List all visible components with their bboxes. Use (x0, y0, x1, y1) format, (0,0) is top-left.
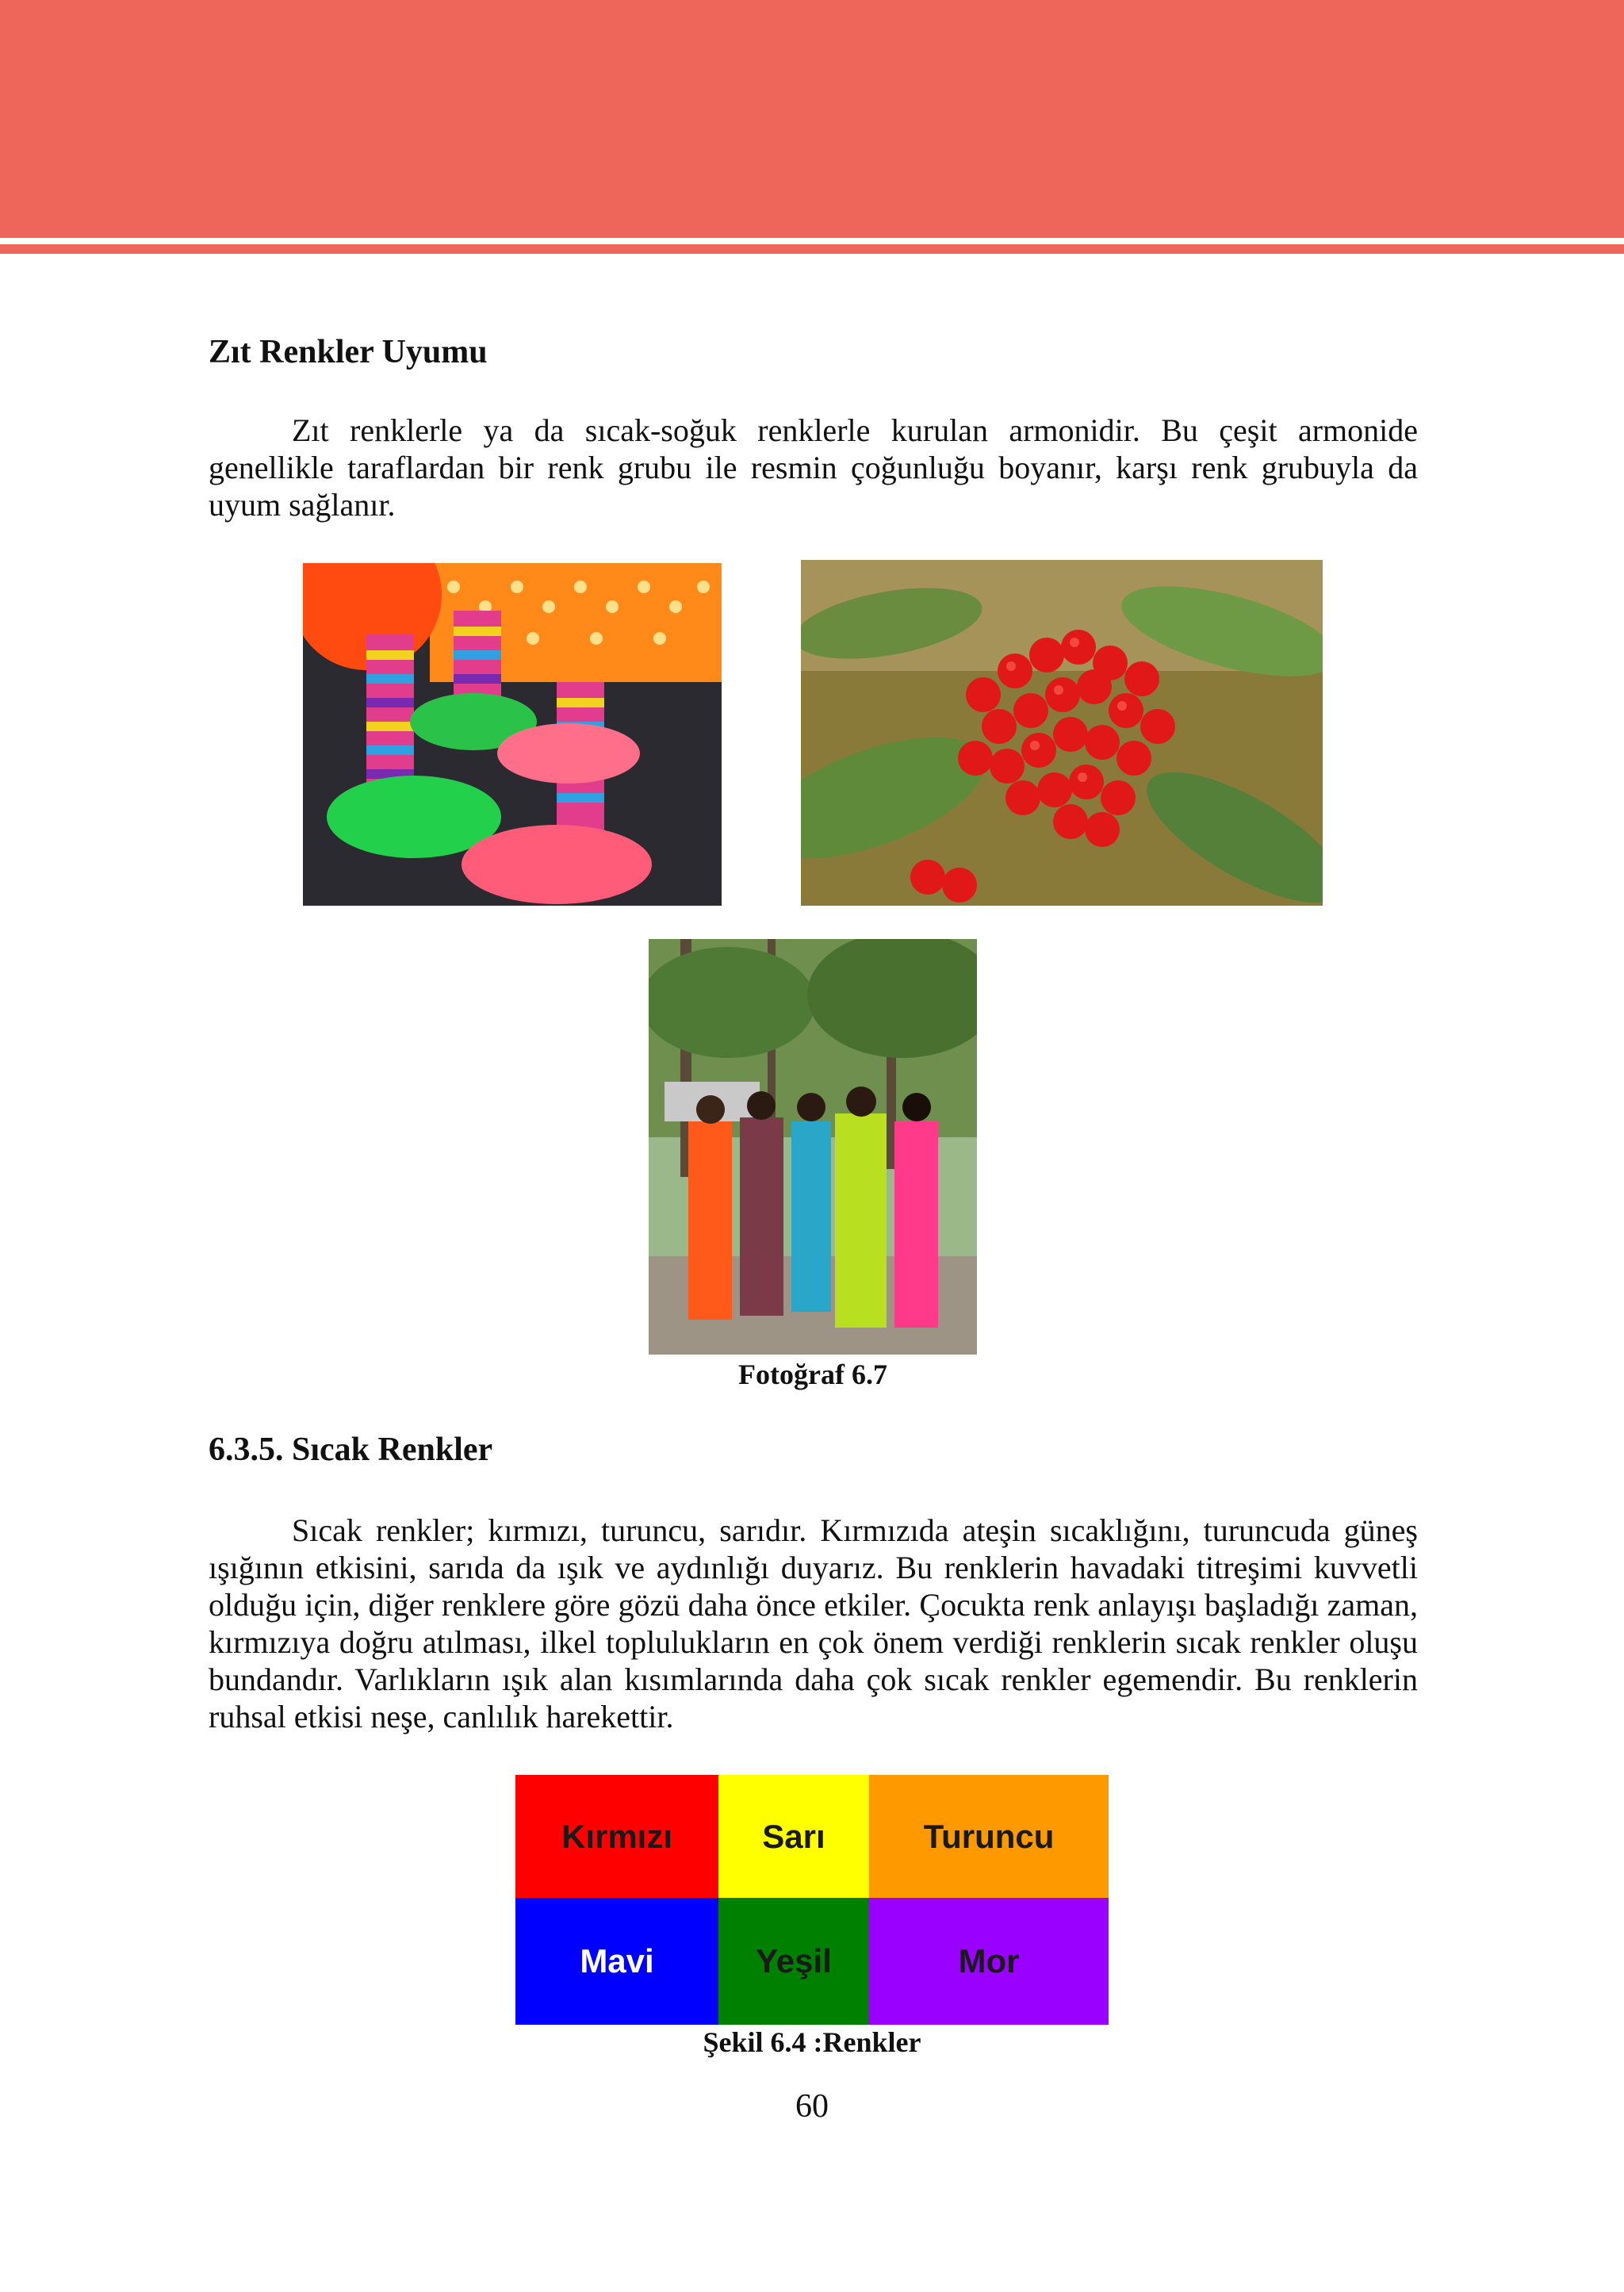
color-label: Mor (958, 1942, 1020, 1980)
color-label: Kırmızı (561, 1817, 673, 1855)
color-cell-blue (515, 1898, 718, 2025)
color-table (515, 1775, 1109, 2025)
section-heading-warm-colors: 6.3.5. Sıcak Renkler (209, 1432, 493, 1468)
color-label: Turuncu (923, 1817, 1055, 1855)
page-number: 60 (795, 2088, 829, 2125)
color-cell-yellow (718, 1775, 869, 1898)
color-label: Sarı (762, 1817, 825, 1855)
paragraph-contrast-harmony: Zıt renklerle ya da sıcak-soğuk renklerle kurulan armonidir. Bu çeşit armonide genellikle taraflardan bir renk grubu ile resmin çoğunluğu boyanır, karşı renk grubuyla da uyum sağlanır. (209, 412, 1418, 523)
photo-colorful-socks-clogs (303, 563, 722, 906)
header-rule (0, 244, 1624, 254)
color-cell-purple (869, 1898, 1109, 2025)
section-heading-contrast-harmony: Zıt Renkler Uyumu (209, 334, 488, 370)
color-label: Yeşil (756, 1942, 832, 1980)
color-label: Mavi (580, 1942, 654, 1980)
photo-red-berries (801, 560, 1323, 906)
color-cell-red (515, 1775, 718, 1898)
photo-women-in-saris (649, 939, 977, 1355)
color-cell-green (718, 1898, 869, 2025)
paragraph-warm-colors: Sıcak renkler; kırmızı, turuncu, sarıdır. Kırmızıda ateşin sıcaklığını, turuncuda güneş ışığının etkisini, sarıda da ışık ve aydınlığı duyarız. Bu renklerin havadaki titreşimi kuvvetli olduğu için, diğer renklere göre gözü daha önce etkiler. Çocukta renk anlayışı başladığı zaman, kırmızıya doğru atılması, ilkel toplulukların en çok önem verdiği renklerin sıcak renkler oluşu bundandır. Varlıkların ışık alan kısımlarında daha çok sıcak renkler egemendir. Bu renklerin ruhsal etkisi neşe, canlılık harekettir. (209, 1512, 1418, 1734)
photo-caption: Fotoğraf 6.7 (738, 1359, 887, 1390)
header-band (0, 0, 1624, 238)
figure-caption: Şekil 6.4 :Renkler (703, 2026, 921, 2058)
color-cell-orange (869, 1775, 1109, 1898)
